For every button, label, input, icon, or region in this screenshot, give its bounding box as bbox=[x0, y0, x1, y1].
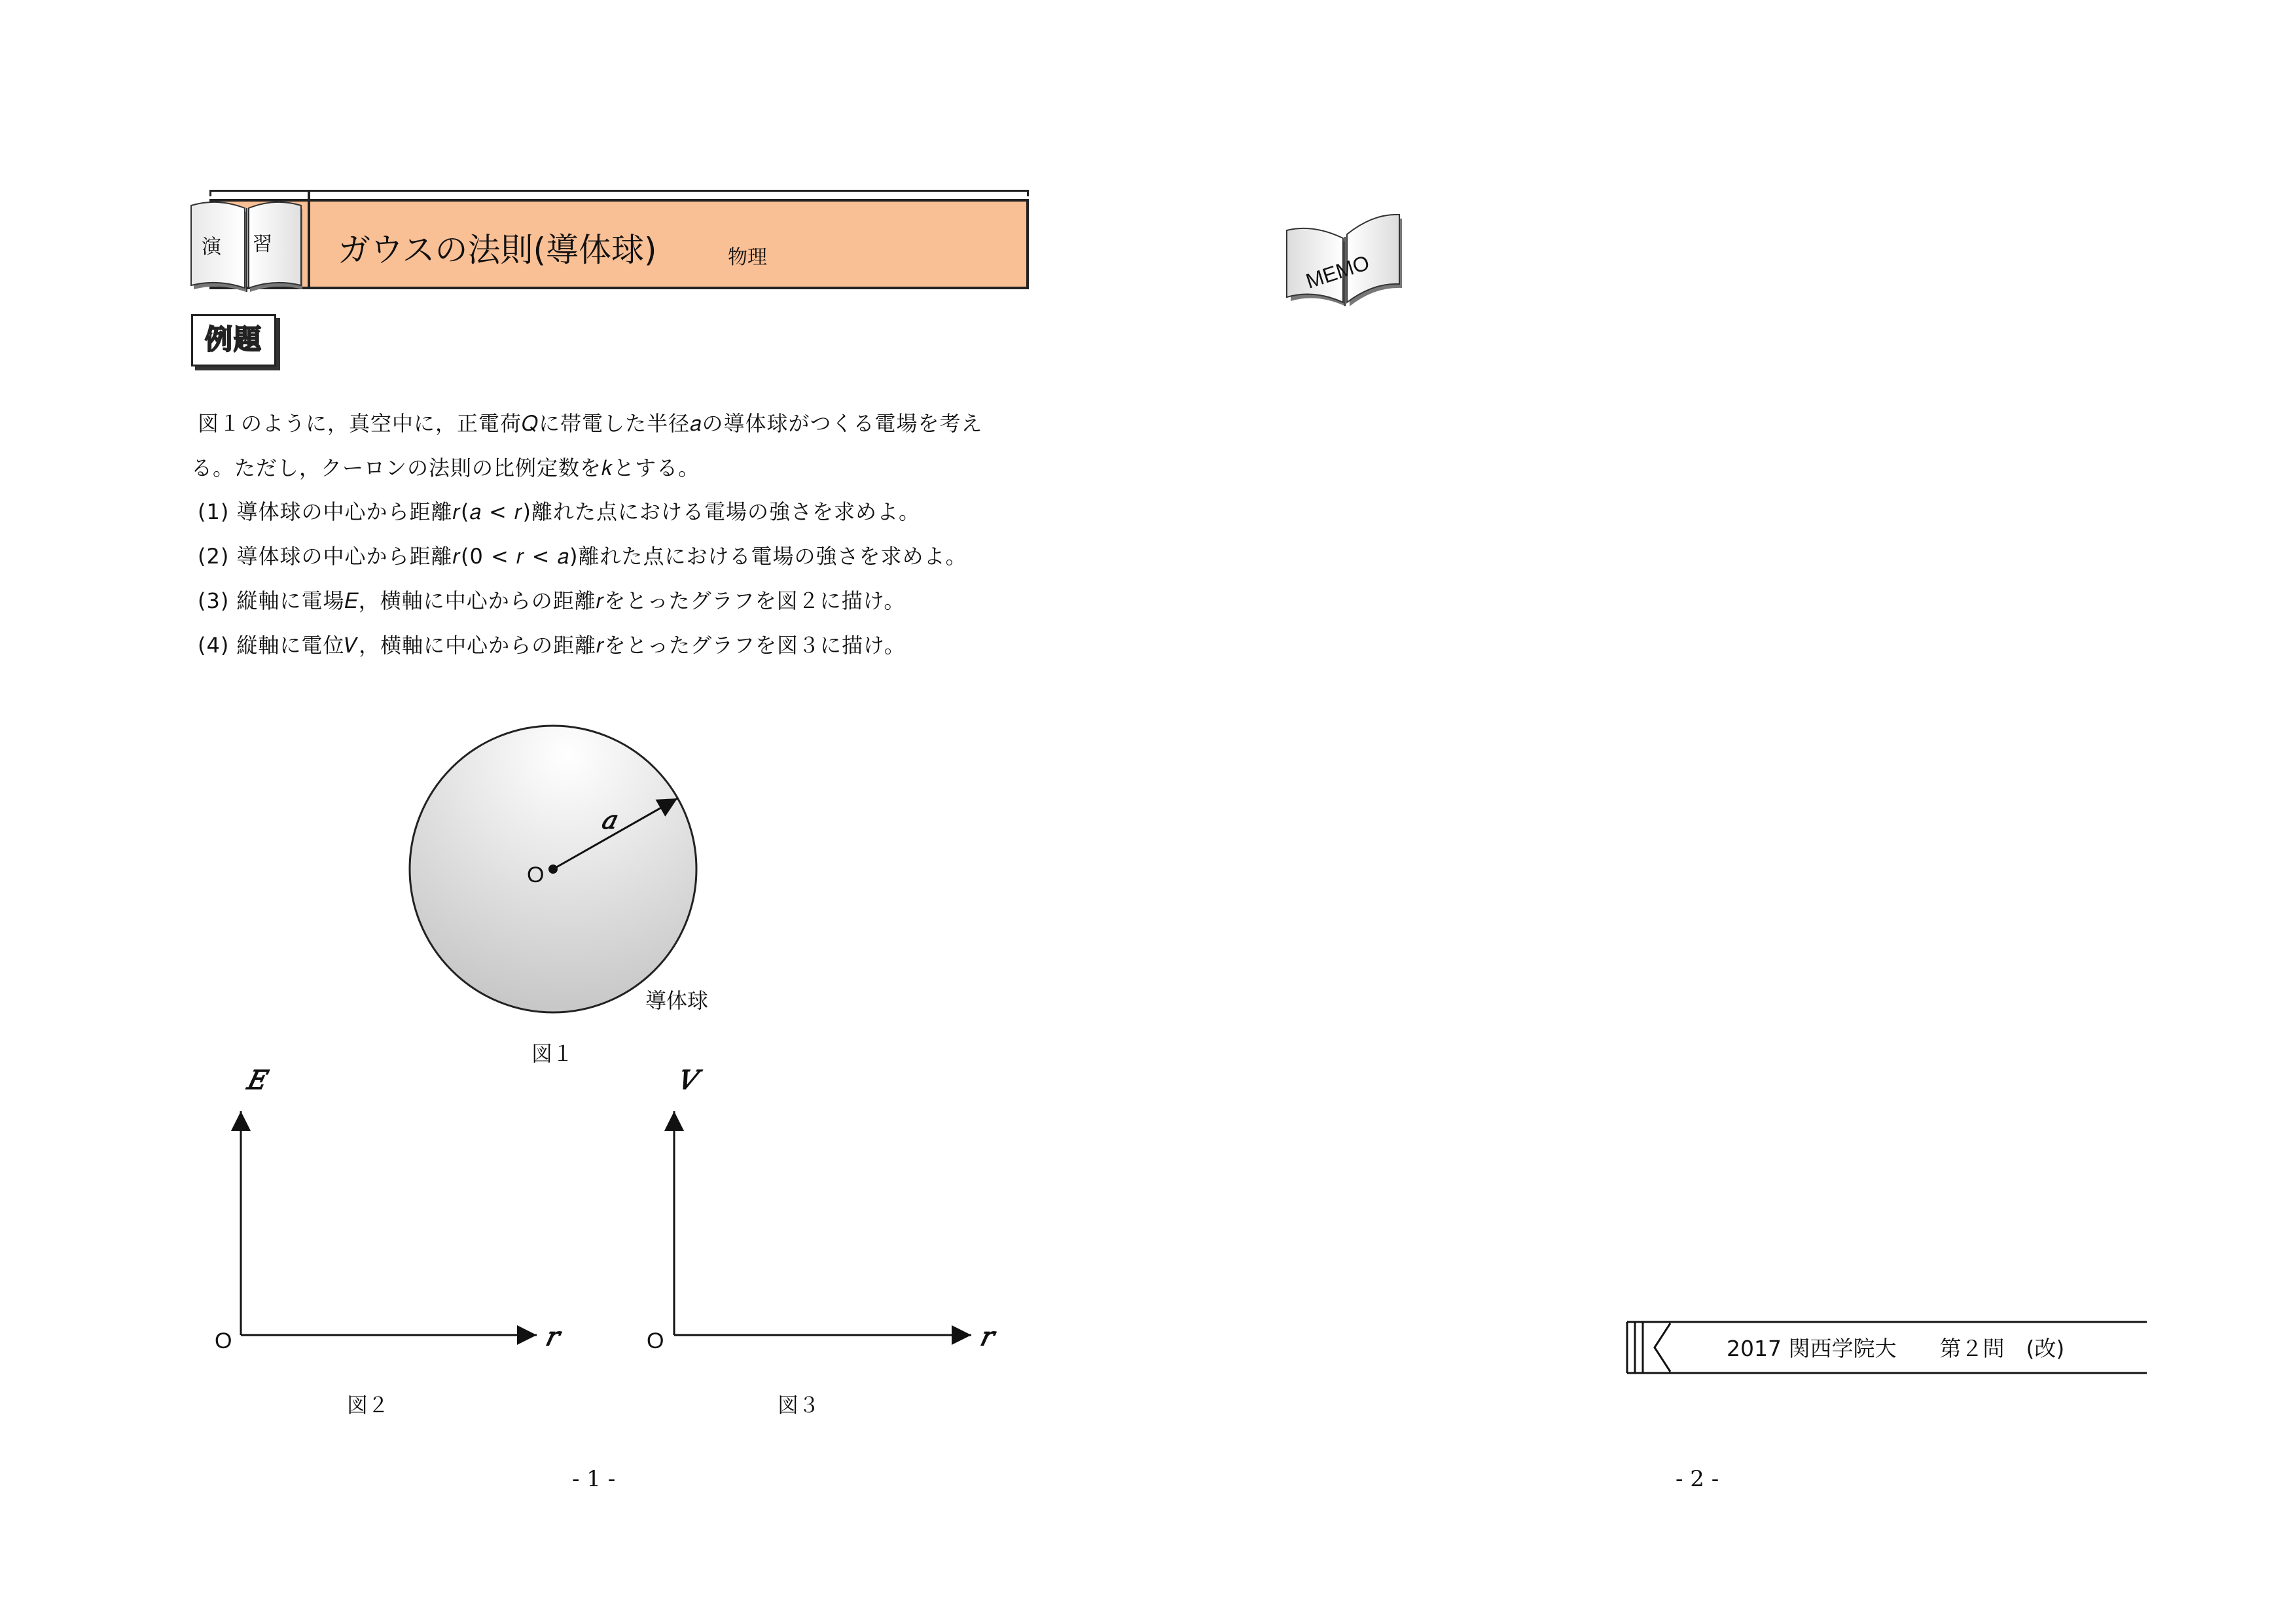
origin-label: O bbox=[527, 863, 545, 887]
center-point bbox=[548, 865, 558, 874]
question-4: (4) 縦軸に電位𝑉，横軸に中心からの距離𝑟をとったグラフを図３に描け。 bbox=[198, 633, 906, 658]
banner-divider bbox=[308, 190, 310, 289]
question-1: (1) 導体球の中心から距離𝑟(𝑎 < 𝑟)離れた点における電場の強さを求めよ。 bbox=[198, 499, 920, 524]
source-label: 2017 関西学院大 第２問 (改) bbox=[1727, 1336, 2065, 1361]
x-axis-label: 𝑟 bbox=[545, 1321, 558, 1352]
book-label-en: 演 bbox=[202, 236, 221, 259]
title-banner bbox=[209, 190, 1029, 289]
origin-label: O bbox=[215, 1329, 232, 1353]
question-2: (2) 導体球の中心から距離𝑟(0 < 𝑟 < 𝑎)離れた点における電場の強さを求めよ。 bbox=[198, 544, 967, 569]
x-axis-label: 𝑟 bbox=[979, 1321, 992, 1352]
figure-1-sphere bbox=[393, 713, 746, 1080]
figure-3-axes bbox=[641, 1067, 1021, 1433]
open-book-icon bbox=[190, 196, 306, 300]
example-label-box: 例題 bbox=[191, 314, 276, 366]
y-axis-label: 𝐸 bbox=[246, 1067, 266, 1096]
page-title: ガウスの法則(導体球) bbox=[338, 231, 657, 269]
book-label-shuu: 習 bbox=[253, 233, 272, 256]
figure-2-caption: 図２ bbox=[347, 1393, 389, 1418]
y-axis-label: 𝑉 bbox=[677, 1067, 696, 1096]
radius-label: 𝑎 bbox=[601, 805, 616, 834]
origin-label: O bbox=[647, 1329, 664, 1353]
question-3: (3) 縦軸に電場𝐸，横軸に中心からの距離𝑟をとったグラフを図２に描け。 bbox=[198, 588, 906, 613]
memo-book-icon bbox=[1283, 208, 1414, 313]
page-number-1: - 1 - bbox=[572, 1466, 616, 1492]
banner-top-line bbox=[209, 190, 1029, 196]
problem-intro-line-2: る。ただし，クーロンの法則の比例定数を𝑘とする。 bbox=[191, 455, 700, 480]
source-label-box bbox=[1623, 1318, 2147, 1377]
page-number-2: - 2 - bbox=[1676, 1466, 1719, 1492]
sphere-label: 導体球 bbox=[645, 988, 709, 1013]
figure-3-caption: 図３ bbox=[778, 1393, 820, 1418]
figure-1-caption: 図１ bbox=[531, 1041, 574, 1066]
subject-label: 物理 bbox=[728, 246, 767, 269]
figure-2-axes bbox=[209, 1067, 576, 1433]
memo-label: MEMO bbox=[1302, 250, 1372, 293]
problem-intro-line-1: 図１のように，真空中に，正電荷𝑄に帯電した半径𝑎の導体球がつくる電場を考え bbox=[198, 411, 983, 436]
